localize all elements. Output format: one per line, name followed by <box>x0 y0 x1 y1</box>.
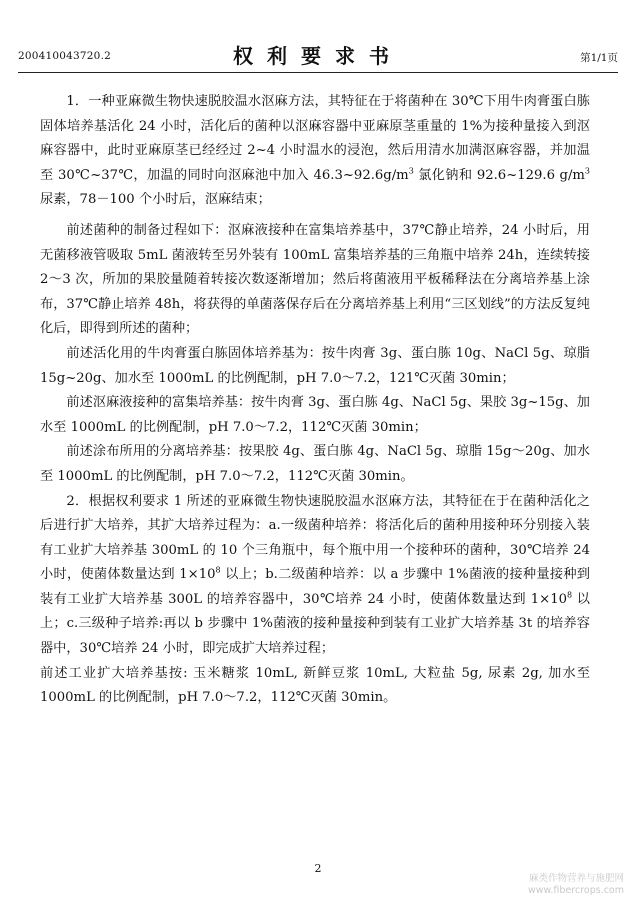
document-header <box>18 38 618 73</box>
claim-1-text-a: 1．一种亚麻微生物快速脱胶温水沤麻方法，其特征在于将菌种在 30℃下用牛肉膏蛋白胨固体培养基活化 24 小时，活化后的菌种以沤麻容器中亚麻原茎重量的 1%为接种量接入到沤麻容器中，此时亚麻原茎已经经过 2~4 小时温水的浸泡，然后用清水加满沤麻容器，并加温至 30℃~37℃，加温的同时向沤麻池中加入 46.3~92.6g/m <box>40 94 590 183</box>
watermark <box>528 873 624 897</box>
claim-1-text-b: 氯化钠和 92.6~129.6 g/m <box>413 167 585 183</box>
claim-2 <box>40 490 590 662</box>
claim-2-superscript-2: 8 <box>567 590 573 600</box>
separation-medium-paragraph: 前述涂布所用的分离培养基：按果胶 4g、蛋白胨 4g、NaCl 5g、琼脂 15g～20g、加水至 1000mL 的比例配制，pH 7.0～7.2，112℃灭菌 30min。 <box>40 444 590 484</box>
claim-1 <box>40 90 590 213</box>
claim-2-text-a: 2．根据权利要求 1 所述的亚麻微生物快速脱胶温水沤麻方法，其特征在于在菌种活化之后进行扩大培养，其扩大培养过程为：a.一级菌种培养：将活化后的菌种用接种环分别接入装有工业扩大培养基 300mL 的 10 个三角瓶中，每个瓶中用一个接种环的菌种，30℃培养 24 小时，使菌体数量达到 1×10 <box>40 493 590 583</box>
claims-body <box>40 90 590 711</box>
strain-preparation-paragraph: 前述菌种的制备过程如下：沤麻液接种在富集培养基中，37℃静止培养，24 小时后，用无菌移液管吸取 5mL 菌液转至另外装有 100mL 富集培养基的三角瓶中培养 24h，连续转接 2～3 次，所加的果胶量随着转接次数逐渐增加；然后将菌液用平板稀释法在分离培养基上涂布，37℃静止培养 48h，将获得的单菌落保存后在分离培养基上利用“三区划线”的方法反复纯化后，即得到所述的菌种； <box>40 222 590 337</box>
claim-1-superscript-1: 3 <box>408 166 414 176</box>
watermark-line-1: 麻类作物营养与施肥网 <box>528 873 624 884</box>
page-indicator: 第1/1页 <box>580 52 618 64</box>
claim-1-superscript-2: 3 <box>584 166 590 176</box>
claim-2-text-c: 以上；c.三级种子培养:再以 b 步骤中 1%菌液的接种量接种到装有工业扩大培养基 3t 的培养容器中，30℃培养 24 小时，即完成扩大培养过程； <box>40 591 590 657</box>
document-title: 权利要求书 <box>233 44 403 68</box>
claim-2-superscript-1: 8 <box>215 565 221 575</box>
application-number: 200410043720.2 <box>18 50 111 62</box>
enrichment-medium-paragraph: 前述沤麻液接种的富集培养基：按牛肉膏 3g、蛋白胨 4g、NaCl 5g、果胶 3g~15g、加水至 1000mL 的比例配制，pH 7.0～7.2，112℃灭菌 30min； <box>40 395 590 435</box>
claim-1-text-c: 尿素，78－100 个小时后，沤麻结束； <box>40 192 271 208</box>
activation-medium-paragraph: 前述活化用的牛肉膏蛋白胨固体培养基为：按牛肉膏 3g、蛋白胨 10g、NaCl 5g、琼脂 15g~20g、加水至 1000mL 的比例配制，pH 7.0～7.2，121℃灭菌 30min； <box>40 345 590 386</box>
industrial-medium-paragraph: 前述工业扩大培养基按: 玉米糖浆 10mL, 新鲜豆浆 10mL, 大粒盐 5g, 尿素 2g, 加水至 1000mL 的比例配制，pH 7.0～7.2，112℃灭菌 30min。 <box>40 665 590 706</box>
page-number: 2 <box>314 862 322 875</box>
claim-2-text-b: 以上；b.二级菌种培养：以 a 步骤中 1%菌液的接种量接种到装有工业扩大培养基 300L 的培养容器中，30℃培养 24 小时，使菌体数量达到 1×10 <box>40 567 590 607</box>
watermark-line-2: www.fibercrops.com <box>527 885 624 896</box>
